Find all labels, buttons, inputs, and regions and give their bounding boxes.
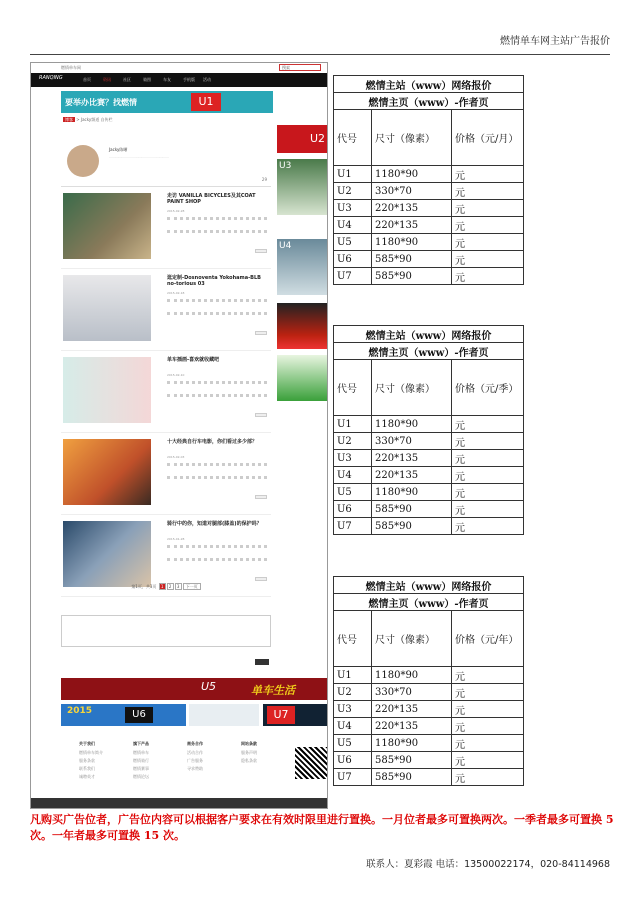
- table-cell: 元: [452, 200, 524, 217]
- footer-link[interactable]: 服务条款: [79, 758, 95, 763]
- table-header: 尺寸（像素）: [372, 360, 452, 416]
- table-row: [334, 718, 524, 735]
- footer-link[interactable]: 诚聘英才: [79, 774, 95, 779]
- table-row: [334, 234, 524, 251]
- ad-u6-text: 2015: [67, 706, 93, 716]
- price-table-quarterly: [333, 325, 524, 535]
- ad-slot-u2[interactable]: U2: [277, 125, 328, 153]
- table-header: 价格（元/年）: [452, 611, 524, 667]
- table-cell: U6: [334, 501, 372, 518]
- banner-slot-label: U1: [191, 93, 221, 111]
- table-cell: U6: [334, 251, 372, 268]
- price-table-yearly: [333, 576, 524, 786]
- table-cell: 元: [452, 769, 524, 786]
- table-row: [334, 701, 524, 718]
- doc-header-title: 燃情单车网主站广告报价: [500, 36, 610, 47]
- site-nav: [31, 73, 327, 87]
- table-cell: U2: [334, 183, 372, 200]
- nav-item[interactable]: 手机版: [183, 77, 195, 82]
- post-thumbnail[interactable]: [63, 357, 151, 423]
- page-button[interactable]: 3: [175, 583, 182, 590]
- post-title[interactable]: 逛定制-Dosnoventa Yokohama-BLB no-torious 03: [167, 275, 261, 287]
- table-header: 代号: [334, 110, 372, 166]
- table-cell: U3: [334, 701, 372, 718]
- table-cell: 585*90: [372, 752, 452, 769]
- topbar-text: 燃情单车网: [61, 65, 81, 70]
- table-header: 尺寸（像素）: [372, 611, 452, 667]
- post-thumbnail[interactable]: [63, 193, 151, 259]
- comment-section: [61, 611, 271, 671]
- footer-link[interactable]: 联系我们: [79, 766, 95, 771]
- ad-slot-u3-label: U3: [279, 161, 292, 171]
- ad-u5-text: 单车生活: [251, 684, 295, 697]
- table-cell: U1: [334, 166, 372, 183]
- table-header: 代号: [334, 611, 372, 667]
- nav-item[interactable]: 活动: [203, 77, 211, 82]
- read-more-button[interactable]: [255, 249, 267, 253]
- table-cell: 元: [452, 166, 524, 183]
- post-date: 2015-02-28: [167, 209, 185, 213]
- table-row: [334, 667, 524, 684]
- ad-slot-u4[interactable]: [277, 239, 328, 295]
- read-more-button[interactable]: [255, 577, 267, 581]
- ad-slot-u5[interactable]: [61, 678, 328, 700]
- list-item[interactable]: [61, 269, 271, 351]
- ad-u7-label: U7: [267, 706, 295, 724]
- post-title[interactable]: 骑行中的你，知道对腿部(膝盖)的保护吗？: [167, 521, 262, 527]
- post-date: 2015-02-10: [167, 373, 185, 377]
- table-cell: U1: [334, 416, 372, 433]
- table-row: [334, 518, 524, 535]
- table-subtitle: 燃情主页（www）-作者页: [334, 93, 524, 110]
- table-cell: U7: [334, 769, 372, 786]
- table-cell: 元: [452, 518, 524, 535]
- ad-u5-label: U5: [201, 680, 217, 693]
- nav-item[interactable]: 车友: [163, 77, 171, 82]
- ad-banner-u1[interactable]: [61, 91, 273, 113]
- comment-input[interactable]: [61, 615, 271, 647]
- footer-link[interactable]: 燃情赛事: [133, 766, 149, 771]
- table-cell: U2: [334, 433, 372, 450]
- footer-col: [133, 741, 173, 782]
- nav-item[interactable]: 骑图: [143, 77, 151, 82]
- footer-link[interactable]: 燃情单车简介: [79, 750, 103, 755]
- post-excerpt: [167, 463, 267, 479]
- table-row: [334, 200, 524, 217]
- table-row: [334, 166, 524, 183]
- next-page-button[interactable]: 下一页: [183, 583, 201, 590]
- table-header: 价格（元/月）: [452, 110, 524, 166]
- side-ad-red[interactable]: [277, 303, 328, 349]
- table-cell: 1180*90: [372, 667, 452, 684]
- table-cell: 1180*90: [372, 234, 452, 251]
- avatar[interactable]: [67, 145, 99, 177]
- table-cell: 220*135: [372, 718, 452, 735]
- footer-col: [187, 741, 227, 774]
- table-header: 价格（元/季）: [452, 360, 524, 416]
- post-thumbnail[interactable]: [63, 521, 151, 587]
- site-footer: [61, 733, 328, 791]
- table-cell: 330*70: [372, 183, 452, 200]
- table-cell: 220*135: [372, 200, 452, 217]
- table-cell: 元: [452, 701, 524, 718]
- table-title: 燃情主站（www）网络报价: [334, 76, 524, 93]
- table-cell: U1: [334, 667, 372, 684]
- pagination: [61, 583, 271, 590]
- table-cell: U7: [334, 268, 372, 285]
- footer-link[interactable]: 燃情骑行: [133, 758, 149, 763]
- post-thumbnail[interactable]: [63, 275, 151, 341]
- side-ad-green[interactable]: [277, 355, 328, 401]
- table-cell: 元: [452, 667, 524, 684]
- table-cell: 元: [452, 501, 524, 518]
- table-cell: 元: [452, 217, 524, 234]
- author-count: 29: [261, 177, 267, 182]
- table-cell: 330*70: [372, 433, 452, 450]
- footer-link[interactable]: 燃情论坛: [133, 774, 149, 779]
- table-cell: 1180*90: [372, 484, 452, 501]
- table-cell: 1180*90: [372, 166, 452, 183]
- table-cell: 1180*90: [372, 416, 452, 433]
- post-date: 2015-01-28: [167, 537, 185, 541]
- table-row: [334, 735, 524, 752]
- breadcrumb: [63, 117, 327, 123]
- table-header: 代号: [334, 360, 372, 416]
- table-cell: 元: [452, 450, 524, 467]
- table-cell: 元: [452, 735, 524, 752]
- table-row: [334, 467, 524, 484]
- blog-main: [61, 141, 271, 597]
- table-cell: U5: [334, 735, 372, 752]
- footer-link[interactable]: 寻求赞助: [187, 766, 203, 771]
- footer-link[interactable]: 隐私条款: [241, 758, 257, 763]
- ad-slot-u7[interactable]: [263, 704, 328, 726]
- table-cell: 元: [452, 684, 524, 701]
- author-desc: ·······························································: [109, 155, 170, 159]
- site-topbar: [31, 63, 327, 73]
- ad-slot-u3[interactable]: [277, 159, 328, 215]
- table-row: [334, 268, 524, 285]
- post-date: 2015-02-18: [167, 291, 185, 295]
- ad-slot-u6[interactable]: [61, 704, 186, 726]
- post-excerpt: [167, 217, 267, 233]
- table-cell: 220*135: [372, 701, 452, 718]
- table-cell: U2: [334, 684, 372, 701]
- table-cell: 元: [452, 484, 524, 501]
- table-row: [334, 217, 524, 234]
- table-cell: 220*135: [372, 450, 452, 467]
- footer-link[interactable]: 活动合作: [187, 750, 203, 755]
- table-row: [334, 501, 524, 518]
- table-cell: 元: [452, 183, 524, 200]
- table-cell: U6: [334, 752, 372, 769]
- table-row: [334, 484, 524, 501]
- table-cell: 220*135: [372, 217, 452, 234]
- post-thumbnail[interactable]: [63, 439, 151, 505]
- comment-submit-button[interactable]: [255, 659, 269, 665]
- table-cell: U5: [334, 234, 372, 251]
- table-cell: U4: [334, 467, 372, 484]
- list-item[interactable]: [61, 351, 271, 433]
- website-screenshot: [30, 62, 328, 809]
- copyright-bar: [31, 798, 327, 809]
- replacement-note: 凡购买广告位者，广告位内容可以根据客户要求在有效时限里进行置换。一月位者最多可置换两次。一季者最多可置换 5 次。一年者最多可置换 15 次。: [30, 813, 614, 842]
- header-rule: [30, 54, 610, 55]
- table-cell: U7: [334, 518, 372, 535]
- read-more-button[interactable]: [255, 331, 267, 335]
- table-cell: 220*135: [372, 467, 452, 484]
- table-cell: 元: [452, 433, 524, 450]
- read-more-button[interactable]: [255, 413, 267, 417]
- table-row: [334, 450, 524, 467]
- table-cell: 元: [452, 752, 524, 769]
- post-title[interactable]: 单车插画-喜欢就收藏吧: [167, 357, 220, 363]
- table-cell: 585*90: [372, 501, 452, 518]
- author-card: [61, 141, 271, 187]
- breadcrumb-text: > Jacky频道 自传栏: [76, 117, 113, 122]
- table-subtitle: 燃情主页（www）-作者页: [334, 594, 524, 611]
- list-item[interactable]: [61, 433, 271, 515]
- table-cell: 元: [452, 234, 524, 251]
- table-title: 燃情主站（www）网络报价: [334, 577, 524, 594]
- footer-link[interactable]: 广告服务: [187, 758, 203, 763]
- table-cell: 585*90: [372, 518, 452, 535]
- table-cell: U4: [334, 718, 372, 735]
- table-cell: 元: [452, 718, 524, 735]
- table-cell: U4: [334, 217, 372, 234]
- post-excerpt: [167, 545, 267, 561]
- table-cell: 585*90: [372, 268, 452, 285]
- post-excerpt: [167, 299, 267, 315]
- contact-info: 联系人：夏彩霞 电话：13500022174，020-84114968: [366, 859, 610, 870]
- footer-col-title: 网站条款: [241, 741, 257, 746]
- pager-text: 第1页，共3页: [131, 584, 157, 589]
- table-row: [334, 684, 524, 701]
- footer-col: [79, 741, 119, 782]
- footer-link[interactable]: 燃情单车: [133, 750, 149, 755]
- table-cell: U3: [334, 200, 372, 217]
- list-item[interactable]: [61, 187, 271, 269]
- table-cell: 元: [452, 416, 524, 433]
- table-row: [334, 251, 524, 268]
- nav-item[interactable]: 资讯: [103, 77, 111, 82]
- page-button[interactable]: 2: [167, 583, 174, 590]
- table-row: [334, 752, 524, 769]
- table-cell: U5: [334, 484, 372, 501]
- table-subtitle: 燃情主页（www）-作者页: [334, 343, 524, 360]
- table-cell: 585*90: [372, 251, 452, 268]
- footer-link[interactable]: 服务声明: [241, 750, 257, 755]
- banner-text: 要举办比赛？找燃情: [65, 98, 137, 107]
- table-row: [334, 416, 524, 433]
- ad-slot-bike[interactable]: [189, 704, 259, 726]
- table-cell: 元: [452, 268, 524, 285]
- nav-item[interactable]: 首页: [83, 77, 91, 82]
- post-title[interactable]: 十大经典自行车电影，你们看过多少部？: [167, 439, 258, 445]
- ad-u6-label: U6: [125, 707, 153, 723]
- post-excerpt: [167, 381, 267, 397]
- table-row: [334, 183, 524, 200]
- ad-slot-u4-label: U4: [279, 241, 292, 251]
- read-more-button[interactable]: [255, 495, 267, 499]
- author-name[interactable]: Jacky陈晰: [109, 147, 128, 152]
- table-cell: U3: [334, 450, 372, 467]
- table-row: [334, 769, 524, 786]
- nav-item[interactable]: 社区: [123, 77, 131, 82]
- table-cell: 1180*90: [372, 735, 452, 752]
- post-title[interactable]: 走访 VANILLA BICYCLES及其COAT PAINT SHOP: [167, 193, 256, 205]
- table-row: [334, 433, 524, 450]
- footer-col-title: 关于我们: [79, 741, 95, 746]
- table-cell: 585*90: [372, 769, 452, 786]
- footer-col-title: 商务合作: [187, 741, 203, 746]
- price-table-monthly: [333, 75, 524, 285]
- post-date: 2015-02-03: [167, 455, 185, 459]
- footer-col: [241, 741, 281, 766]
- breadcrumb-tag[interactable]: 博客: [65, 117, 73, 122]
- table-title: 燃情主站（www）网络报价: [334, 326, 524, 343]
- table-cell: 330*70: [372, 684, 452, 701]
- search-input[interactable]: 搜索: [279, 64, 321, 71]
- qr-code-icon: [295, 747, 327, 779]
- page-button[interactable]: 1: [159, 583, 166, 590]
- table-header: 尺寸（像素）: [372, 110, 452, 166]
- footer-col-title: 旗下产品: [133, 741, 149, 746]
- site-logo[interactable]: RANQING: [39, 75, 63, 81]
- table-cell: 元: [452, 251, 524, 268]
- table-cell: 元: [452, 467, 524, 484]
